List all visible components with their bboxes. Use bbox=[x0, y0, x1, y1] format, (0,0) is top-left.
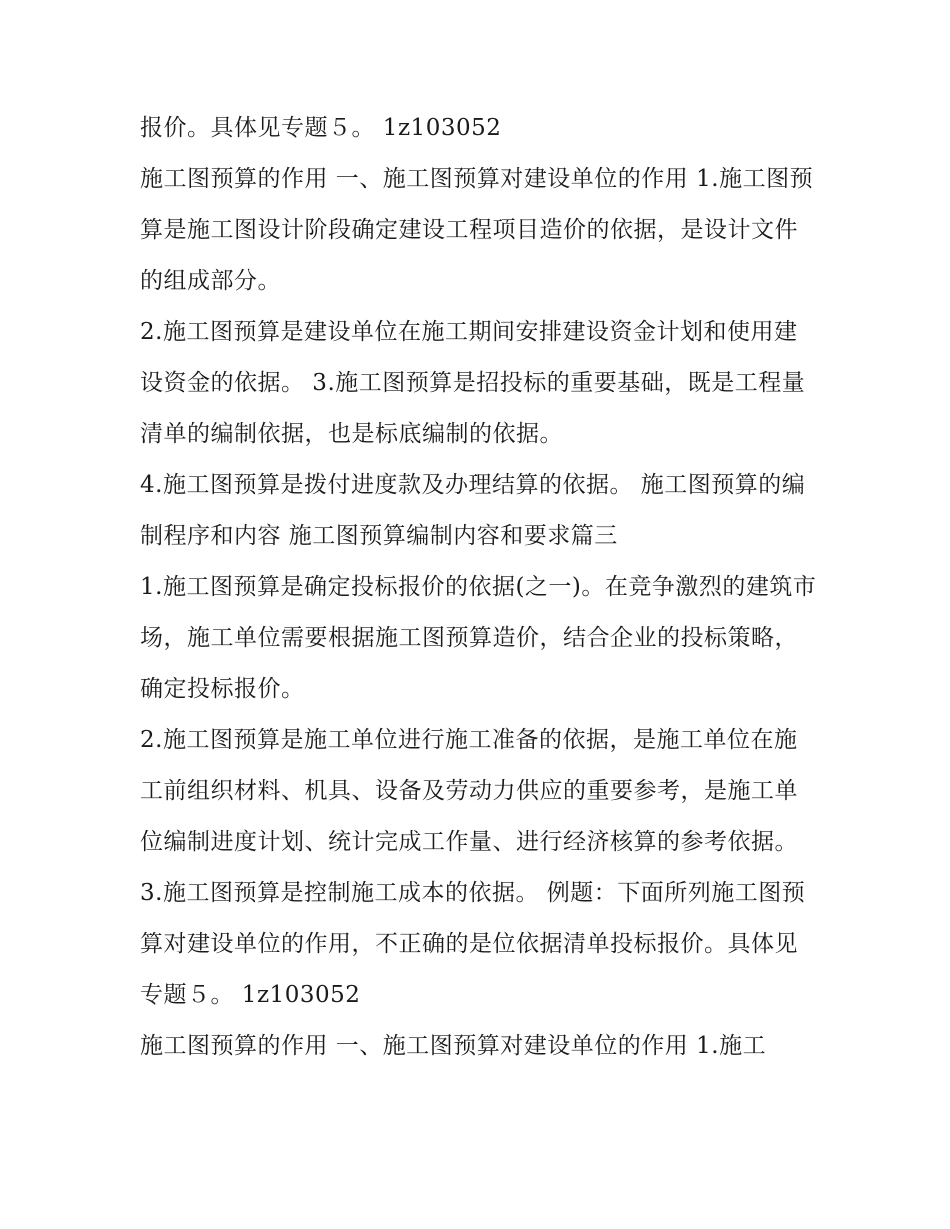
paragraph-5: 1.施工图预算是确定投标报价的依据(之一)。在竞争激烈的建筑市场，施工单位需要根据施工图预算造价，结合企业的投标策略，确定投标报价。 bbox=[140, 574, 817, 702]
paragraph-4: 4.施工图预算是拨付进度款及办理结算的依据。 施工图预算的编制程序和内容 施工图预算编制内容和要求篇三 bbox=[140, 472, 806, 549]
paragraph-7: 3.施工图预算是控制施工成本的依据。 例题：下面所列施工图预算对建设单位的作用，不正确的是位依据清单投标报价。具体见专题５。 1z103052 bbox=[140, 880, 806, 1008]
paragraph-8: 施工图预算的作用 一、施工图预算对建设单位的作用 1.施工 bbox=[140, 1033, 767, 1059]
paragraph-3: 2.施工图预算是建设单位在施工期间安排建设资金计划和使用建设资金的依据。 3.施工图预算是招投标的重要基础，既是工程量清单的编制依据，也是标底编制的依据。 bbox=[140, 319, 806, 447]
paragraph-6: 2.施工图预算是施工单位进行施工准备的依据，是施工单位在施工前组织材料、机具、设备及劳动力供应的重要参考，是施工单位编制进度计划、统计完成工作量、进行经济核算的参考依据。 bbox=[140, 727, 798, 855]
document-body bbox=[140, 103, 820, 1072]
paragraph-2: 施工图预算的作用 一、施工图预算对建设单位的作用 1.施工图预算是施工图设计阶段确定建设工程项目造价的依据，是设计文件的组成部分。 bbox=[140, 166, 814, 294]
paragraph-1: 报价。具体见专题５。 1z103052 bbox=[140, 115, 502, 141]
